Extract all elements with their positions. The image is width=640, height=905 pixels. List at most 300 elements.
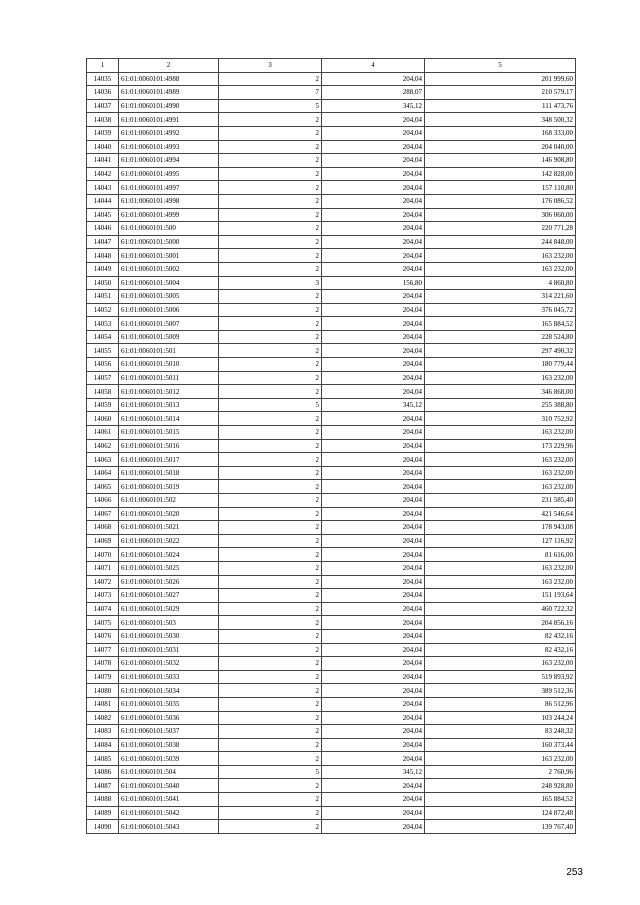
col4-cell: 204,04 xyxy=(322,589,425,603)
row-number-cell: 14070 xyxy=(87,548,119,562)
cadastral-number-cell: 61:01:0060101:4998 xyxy=(119,194,219,208)
col4-cell: 204,04 xyxy=(322,208,425,222)
col4-cell: 345,12 xyxy=(322,99,425,113)
col4-cell: 204,04 xyxy=(322,548,425,562)
cadastral-number-cell: 61:01:0060101:5015 xyxy=(119,426,219,440)
table-row xyxy=(87,752,576,766)
col4-cell: 204,04 xyxy=(322,358,425,372)
table-row xyxy=(87,113,576,127)
row-number-cell: 14065 xyxy=(87,480,119,494)
col5-cell: 103 244,24 xyxy=(425,711,576,725)
table-row xyxy=(87,181,576,195)
col4-cell: 204,04 xyxy=(322,521,425,535)
row-number-cell: 14048 xyxy=(87,249,119,263)
row-number-cell: 14066 xyxy=(87,494,119,508)
row-number-cell: 14081 xyxy=(87,697,119,711)
col3-cell: 2 xyxy=(219,167,322,181)
col5-cell: 376 045,72 xyxy=(425,303,576,317)
cadastral-number-cell: 61:01:0060101:4999 xyxy=(119,208,219,222)
col5-cell: 4 860,80 xyxy=(425,276,576,290)
col3-cell: 2 xyxy=(219,820,322,834)
col5-cell: 83 248,32 xyxy=(425,725,576,739)
col4-cell: 204,04 xyxy=(322,72,425,86)
cadastral-number-cell: 61:01:0060101:5020 xyxy=(119,507,219,521)
col5-cell: 389 512,36 xyxy=(425,684,576,698)
col5-cell: 201 999,60 xyxy=(425,72,576,86)
cadastral-number-cell: 61:01:0060101:5036 xyxy=(119,711,219,725)
col5-cell: 178 943,08 xyxy=(425,521,576,535)
cadastral-number-cell: 61:01:0060101:5029 xyxy=(119,602,219,616)
col4-cell: 204,04 xyxy=(322,154,425,168)
table-header-row xyxy=(87,59,576,73)
table-row xyxy=(87,99,576,113)
table-row xyxy=(87,793,576,807)
col3-cell: 2 xyxy=(219,684,322,698)
table-row xyxy=(87,262,576,276)
col3-cell: 2 xyxy=(219,317,322,331)
col3-cell: 2 xyxy=(219,589,322,603)
col5-cell: 163 232,00 xyxy=(425,575,576,589)
row-number-cell: 14084 xyxy=(87,738,119,752)
col5-cell: 248 928,80 xyxy=(425,779,576,793)
col5-cell: 314 221,60 xyxy=(425,290,576,304)
page-number: 253 xyxy=(566,867,583,878)
col4-cell: 204,04 xyxy=(322,167,425,181)
column-header: 5 xyxy=(425,59,576,73)
cadastral-number-cell: 61:01:0060101:5026 xyxy=(119,575,219,589)
table-row xyxy=(87,466,576,480)
row-number-cell: 14062 xyxy=(87,439,119,453)
row-number-cell: 14082 xyxy=(87,711,119,725)
cadastral-number-cell: 61:01:0060101:5027 xyxy=(119,589,219,603)
row-number-cell: 14086 xyxy=(87,765,119,779)
cadastral-number-cell: 61:01:0060101:5017 xyxy=(119,453,219,467)
col4-cell: 204,04 xyxy=(322,602,425,616)
table-row xyxy=(87,303,576,317)
col3-cell: 2 xyxy=(219,534,322,548)
col4-cell: 204,04 xyxy=(322,412,425,426)
row-number-cell: 14050 xyxy=(87,276,119,290)
cadastral-number-cell: 61:01:0060101:504 xyxy=(119,765,219,779)
row-number-cell: 14073 xyxy=(87,589,119,603)
table-row xyxy=(87,779,576,793)
col5-cell: 306 060,00 xyxy=(425,208,576,222)
col3-cell: 2 xyxy=(219,290,322,304)
col3-cell: 2 xyxy=(219,154,322,168)
row-number-cell: 14053 xyxy=(87,317,119,331)
col3-cell: 2 xyxy=(219,358,322,372)
row-number-cell: 14059 xyxy=(87,398,119,412)
table-row xyxy=(87,208,576,222)
col4-cell: 345,12 xyxy=(322,765,425,779)
cadastral-number-cell: 61:01:0060101:5006 xyxy=(119,303,219,317)
col4-cell: 204,04 xyxy=(322,249,425,263)
col3-cell: 2 xyxy=(219,466,322,480)
table-row xyxy=(87,439,576,453)
table-row xyxy=(87,725,576,739)
col4-cell: 204,04 xyxy=(322,575,425,589)
row-number-cell: 14072 xyxy=(87,575,119,589)
col5-cell: 204 856,16 xyxy=(425,616,576,630)
row-number-cell: 14068 xyxy=(87,521,119,535)
cadastral-number-cell: 61:01:0060101:5010 xyxy=(119,358,219,372)
col3-cell: 2 xyxy=(219,385,322,399)
table-row xyxy=(87,453,576,467)
col3-cell: 2 xyxy=(219,426,322,440)
cadastral-number-cell: 61:01:0060101:5004 xyxy=(119,276,219,290)
col4-cell: 204,04 xyxy=(322,752,425,766)
table-row xyxy=(87,222,576,236)
col4-cell: 204,04 xyxy=(322,820,425,834)
col4-cell: 204,04 xyxy=(322,181,425,195)
col5-cell: 163 232,00 xyxy=(425,480,576,494)
row-number-cell: 14047 xyxy=(87,235,119,249)
table-row xyxy=(87,398,576,412)
col4-cell: 204,04 xyxy=(322,711,425,725)
col3-cell: 3 xyxy=(219,276,322,290)
row-number-cell: 14064 xyxy=(87,466,119,480)
row-number-cell: 14090 xyxy=(87,820,119,834)
table-row xyxy=(87,738,576,752)
col4-cell: 204,04 xyxy=(322,303,425,317)
col5-cell: 310 752,92 xyxy=(425,412,576,426)
table-row xyxy=(87,820,576,834)
col5-cell: 176 086,52 xyxy=(425,194,576,208)
row-number-cell: 14057 xyxy=(87,371,119,385)
table-row xyxy=(87,684,576,698)
col5-cell: 163 232,00 xyxy=(425,657,576,671)
cadastral-number-cell: 61:01:0060101:5019 xyxy=(119,480,219,494)
col3-cell: 2 xyxy=(219,330,322,344)
row-number-cell: 14037 xyxy=(87,99,119,113)
col3-cell: 2 xyxy=(219,697,322,711)
cadastral-number-cell: 61:01:0060101:5042 xyxy=(119,806,219,820)
table-row xyxy=(87,385,576,399)
col3-cell: 2 xyxy=(219,561,322,575)
col3-cell: 2 xyxy=(219,806,322,820)
col4-cell: 204,04 xyxy=(322,371,425,385)
col5-cell: 220 771,28 xyxy=(425,222,576,236)
cadastral-number-cell: 61:01:0060101:5039 xyxy=(119,752,219,766)
table-row xyxy=(87,697,576,711)
col5-cell: 82 432,16 xyxy=(425,643,576,657)
col3-cell: 2 xyxy=(219,602,322,616)
table-row xyxy=(87,235,576,249)
cadastral-number-cell: 61:01:0060101:5001 xyxy=(119,249,219,263)
row-number-cell: 14069 xyxy=(87,534,119,548)
row-number-cell: 14038 xyxy=(87,113,119,127)
table-row xyxy=(87,344,576,358)
table-row xyxy=(87,330,576,344)
col5-cell: 421 546,64 xyxy=(425,507,576,521)
col3-cell: 2 xyxy=(219,480,322,494)
cadastral-number-cell: 61:01:0060101:5032 xyxy=(119,657,219,671)
cadastral-number-cell: 61:01:0060101:5043 xyxy=(119,820,219,834)
col5-cell: 163 232,00 xyxy=(425,426,576,440)
table-row xyxy=(87,494,576,508)
col4-cell: 204,04 xyxy=(322,616,425,630)
cadastral-number-cell: 61:01:0060101:5038 xyxy=(119,738,219,752)
row-number-cell: 14040 xyxy=(87,140,119,154)
col3-cell: 2 xyxy=(219,711,322,725)
col5-cell: 348 500,32 xyxy=(425,113,576,127)
cadastral-number-cell: 61:01:0060101:5021 xyxy=(119,521,219,535)
cadastral-number-cell: 61:01:0060101:4995 xyxy=(119,167,219,181)
col3-cell: 2 xyxy=(219,126,322,140)
col5-cell: 157 110,80 xyxy=(425,181,576,195)
row-number-cell: 14061 xyxy=(87,426,119,440)
table-row xyxy=(87,412,576,426)
col5-cell: 165 884,52 xyxy=(425,317,576,331)
cadastral-number-cell: 61:01:0060101:5016 xyxy=(119,439,219,453)
row-number-cell: 14058 xyxy=(87,385,119,399)
row-number-cell: 14046 xyxy=(87,222,119,236)
col5-cell: 210 579,17 xyxy=(425,86,576,100)
col3-cell: 2 xyxy=(219,752,322,766)
col3-cell: 2 xyxy=(219,575,322,589)
col4-cell: 204,04 xyxy=(322,779,425,793)
col5-cell: 82 432,16 xyxy=(425,629,576,643)
table-row xyxy=(87,616,576,630)
col3-cell: 2 xyxy=(219,521,322,535)
col3-cell: 2 xyxy=(219,194,322,208)
row-number-cell: 14075 xyxy=(87,616,119,630)
col3-cell: 2 xyxy=(219,548,322,562)
col4-cell: 204,04 xyxy=(322,480,425,494)
data-table xyxy=(86,58,576,834)
col5-cell: 124 872,48 xyxy=(425,806,576,820)
cadastral-number-cell: 61:01:0060101:5033 xyxy=(119,670,219,684)
col3-cell: 2 xyxy=(219,657,322,671)
column-header: 4 xyxy=(322,59,425,73)
row-number-cell: 14060 xyxy=(87,412,119,426)
cadastral-number-cell: 61:01:0060101:5018 xyxy=(119,466,219,480)
col3-cell: 2 xyxy=(219,303,322,317)
col3-cell: 2 xyxy=(219,235,322,249)
col5-cell: 519 893,92 xyxy=(425,670,576,684)
col4-cell: 204,04 xyxy=(322,235,425,249)
cadastral-number-cell: 61:01:0060101:4993 xyxy=(119,140,219,154)
col3-cell: 2 xyxy=(219,72,322,86)
table-row xyxy=(87,276,576,290)
row-number-cell: 14044 xyxy=(87,194,119,208)
col5-cell: 163 232,00 xyxy=(425,466,576,480)
col5-cell: 81 616,00 xyxy=(425,548,576,562)
col4-cell: 204,04 xyxy=(322,670,425,684)
col3-cell: 2 xyxy=(219,738,322,752)
col4-cell: 204,04 xyxy=(322,738,425,752)
cadastral-number-cell: 61:01:0060101:4997 xyxy=(119,181,219,195)
table-row xyxy=(87,194,576,208)
table-row xyxy=(87,643,576,657)
col3-cell: 2 xyxy=(219,262,322,276)
row-number-cell: 14077 xyxy=(87,643,119,657)
cadastral-number-cell: 61:01:0060101:5000 xyxy=(119,235,219,249)
row-number-cell: 14051 xyxy=(87,290,119,304)
cadastral-number-cell: 61:01:0060101:5035 xyxy=(119,697,219,711)
col5-cell: 139 767,40 xyxy=(425,820,576,834)
col5-cell: 460 722,32 xyxy=(425,602,576,616)
table-row xyxy=(87,317,576,331)
cadastral-number-cell: 61:01:0060101:501 xyxy=(119,344,219,358)
row-number-cell: 14036 xyxy=(87,86,119,100)
col3-cell: 5 xyxy=(219,765,322,779)
col3-cell: 5 xyxy=(219,398,322,412)
col5-cell: 244 848,00 xyxy=(425,235,576,249)
row-number-cell: 14089 xyxy=(87,806,119,820)
col4-cell: 204,04 xyxy=(322,317,425,331)
col5-cell: 86 512,96 xyxy=(425,697,576,711)
col3-cell: 2 xyxy=(219,181,322,195)
row-number-cell: 14063 xyxy=(87,453,119,467)
row-number-cell: 14083 xyxy=(87,725,119,739)
col3-cell: 2 xyxy=(219,629,322,643)
col5-cell: 146 908,80 xyxy=(425,154,576,168)
table-row xyxy=(87,657,576,671)
row-number-cell: 14080 xyxy=(87,684,119,698)
col5-cell: 346 868,00 xyxy=(425,385,576,399)
cadastral-number-cell: 61:01:0060101:502 xyxy=(119,494,219,508)
row-number-cell: 14052 xyxy=(87,303,119,317)
cadastral-number-cell: 61:01:0060101:5034 xyxy=(119,684,219,698)
table-row xyxy=(87,507,576,521)
col5-cell: 228 524,80 xyxy=(425,330,576,344)
cadastral-number-cell: 61:01:0060101:5030 xyxy=(119,629,219,643)
row-number-cell: 14087 xyxy=(87,779,119,793)
cadastral-number-cell: 61:01:0060101:5011 xyxy=(119,371,219,385)
col4-cell: 156,80 xyxy=(322,276,425,290)
row-number-cell: 14039 xyxy=(87,126,119,140)
cadastral-number-cell: 61:01:0060101:5013 xyxy=(119,398,219,412)
col3-cell: 2 xyxy=(219,507,322,521)
table-body xyxy=(87,72,576,833)
row-number-cell: 14045 xyxy=(87,208,119,222)
col3-cell: 7 xyxy=(219,86,322,100)
col3-cell: 2 xyxy=(219,208,322,222)
col5-cell: 142 828,00 xyxy=(425,167,576,181)
row-number-cell: 14076 xyxy=(87,629,119,643)
col3-cell: 2 xyxy=(219,249,322,263)
cadastral-number-cell: 61:01:0060101:5012 xyxy=(119,385,219,399)
row-number-cell: 14041 xyxy=(87,154,119,168)
col4-cell: 204,04 xyxy=(322,222,425,236)
cadastral-number-cell: 61:01:0060101:5007 xyxy=(119,317,219,331)
table-row xyxy=(87,72,576,86)
col4-cell: 204,04 xyxy=(322,126,425,140)
col3-cell: 2 xyxy=(219,140,322,154)
col4-cell: 204,04 xyxy=(322,466,425,480)
table-row xyxy=(87,371,576,385)
column-header: 1 xyxy=(87,59,119,73)
cadastral-number-cell: 61:01:0060101:503 xyxy=(119,616,219,630)
col3-cell: 2 xyxy=(219,670,322,684)
cadastral-number-cell: 61:01:0060101:4990 xyxy=(119,99,219,113)
col5-cell: 163 232,00 xyxy=(425,262,576,276)
table-row xyxy=(87,561,576,575)
table-row xyxy=(87,480,576,494)
col4-cell: 204,04 xyxy=(322,684,425,698)
row-number-cell: 14071 xyxy=(87,561,119,575)
col4-cell: 345,12 xyxy=(322,398,425,412)
cadastral-number-cell: 61:01:0060101:5022 xyxy=(119,534,219,548)
col5-cell: 151 193,64 xyxy=(425,589,576,603)
col5-cell: 231 585,40 xyxy=(425,494,576,508)
col3-cell: 2 xyxy=(219,439,322,453)
col4-cell: 204,04 xyxy=(322,385,425,399)
col4-cell: 204,04 xyxy=(322,494,425,508)
col5-cell: 255 388,80 xyxy=(425,398,576,412)
row-number-cell: 14074 xyxy=(87,602,119,616)
col4-cell: 204,04 xyxy=(322,629,425,643)
table-row xyxy=(87,140,576,154)
cadastral-number-cell: 61:01:0060101:4991 xyxy=(119,113,219,127)
table-row xyxy=(87,290,576,304)
row-number-cell: 14067 xyxy=(87,507,119,521)
col5-cell: 111 473,76 xyxy=(425,99,576,113)
cadastral-number-cell: 61:01:0060101:5025 xyxy=(119,561,219,575)
row-number-cell: 14085 xyxy=(87,752,119,766)
col3-cell: 2 xyxy=(219,453,322,467)
table-row xyxy=(87,167,576,181)
col4-cell: 204,04 xyxy=(322,426,425,440)
col4-cell: 204,04 xyxy=(322,344,425,358)
col3-cell: 2 xyxy=(219,412,322,426)
table-row xyxy=(87,629,576,643)
cadastral-number-cell: 61:01:0060101:4992 xyxy=(119,126,219,140)
cadastral-number-cell: 61:01:0060101:5014 xyxy=(119,412,219,426)
col4-cell: 204,04 xyxy=(322,806,425,820)
col3-cell: 2 xyxy=(219,779,322,793)
table-row xyxy=(87,711,576,725)
col4-cell: 204,04 xyxy=(322,194,425,208)
table-row xyxy=(87,521,576,535)
table-row xyxy=(87,602,576,616)
row-number-cell: 14054 xyxy=(87,330,119,344)
table-row xyxy=(87,575,576,589)
col4-cell: 204,04 xyxy=(322,262,425,276)
table-row xyxy=(87,426,576,440)
cadastral-number-cell: 61:01:0060101:5041 xyxy=(119,793,219,807)
col3-cell: 2 xyxy=(219,344,322,358)
col3-cell: 2 xyxy=(219,113,322,127)
col4-cell: 204,04 xyxy=(322,697,425,711)
col5-cell: 180 779,44 xyxy=(425,358,576,372)
col3-cell: 5 xyxy=(219,99,322,113)
col5-cell: 163 232,00 xyxy=(425,752,576,766)
col3-cell: 2 xyxy=(219,643,322,657)
col4-cell: 288,07 xyxy=(322,86,425,100)
col5-cell: 127 116,92 xyxy=(425,534,576,548)
col4-cell: 204,04 xyxy=(322,507,425,521)
row-number-cell: 14088 xyxy=(87,793,119,807)
table-row xyxy=(87,249,576,263)
row-number-cell: 14078 xyxy=(87,657,119,671)
table-row xyxy=(87,534,576,548)
cadastral-number-cell: 61:01:0060101:4994 xyxy=(119,154,219,168)
col5-cell: 297 490,32 xyxy=(425,344,576,358)
col4-cell: 204,04 xyxy=(322,725,425,739)
col4-cell: 204,04 xyxy=(322,290,425,304)
cadastral-number-cell: 61:01:0060101:4988 xyxy=(119,72,219,86)
table-row xyxy=(87,154,576,168)
col4-cell: 204,04 xyxy=(322,113,425,127)
col4-cell: 204,04 xyxy=(322,330,425,344)
column-header: 3 xyxy=(219,59,322,73)
row-number-cell: 14049 xyxy=(87,262,119,276)
col4-cell: 204,04 xyxy=(322,140,425,154)
cadastral-number-cell: 61:01:0060101:5031 xyxy=(119,643,219,657)
cadastral-number-cell: 61:01:0060101:5002 xyxy=(119,262,219,276)
